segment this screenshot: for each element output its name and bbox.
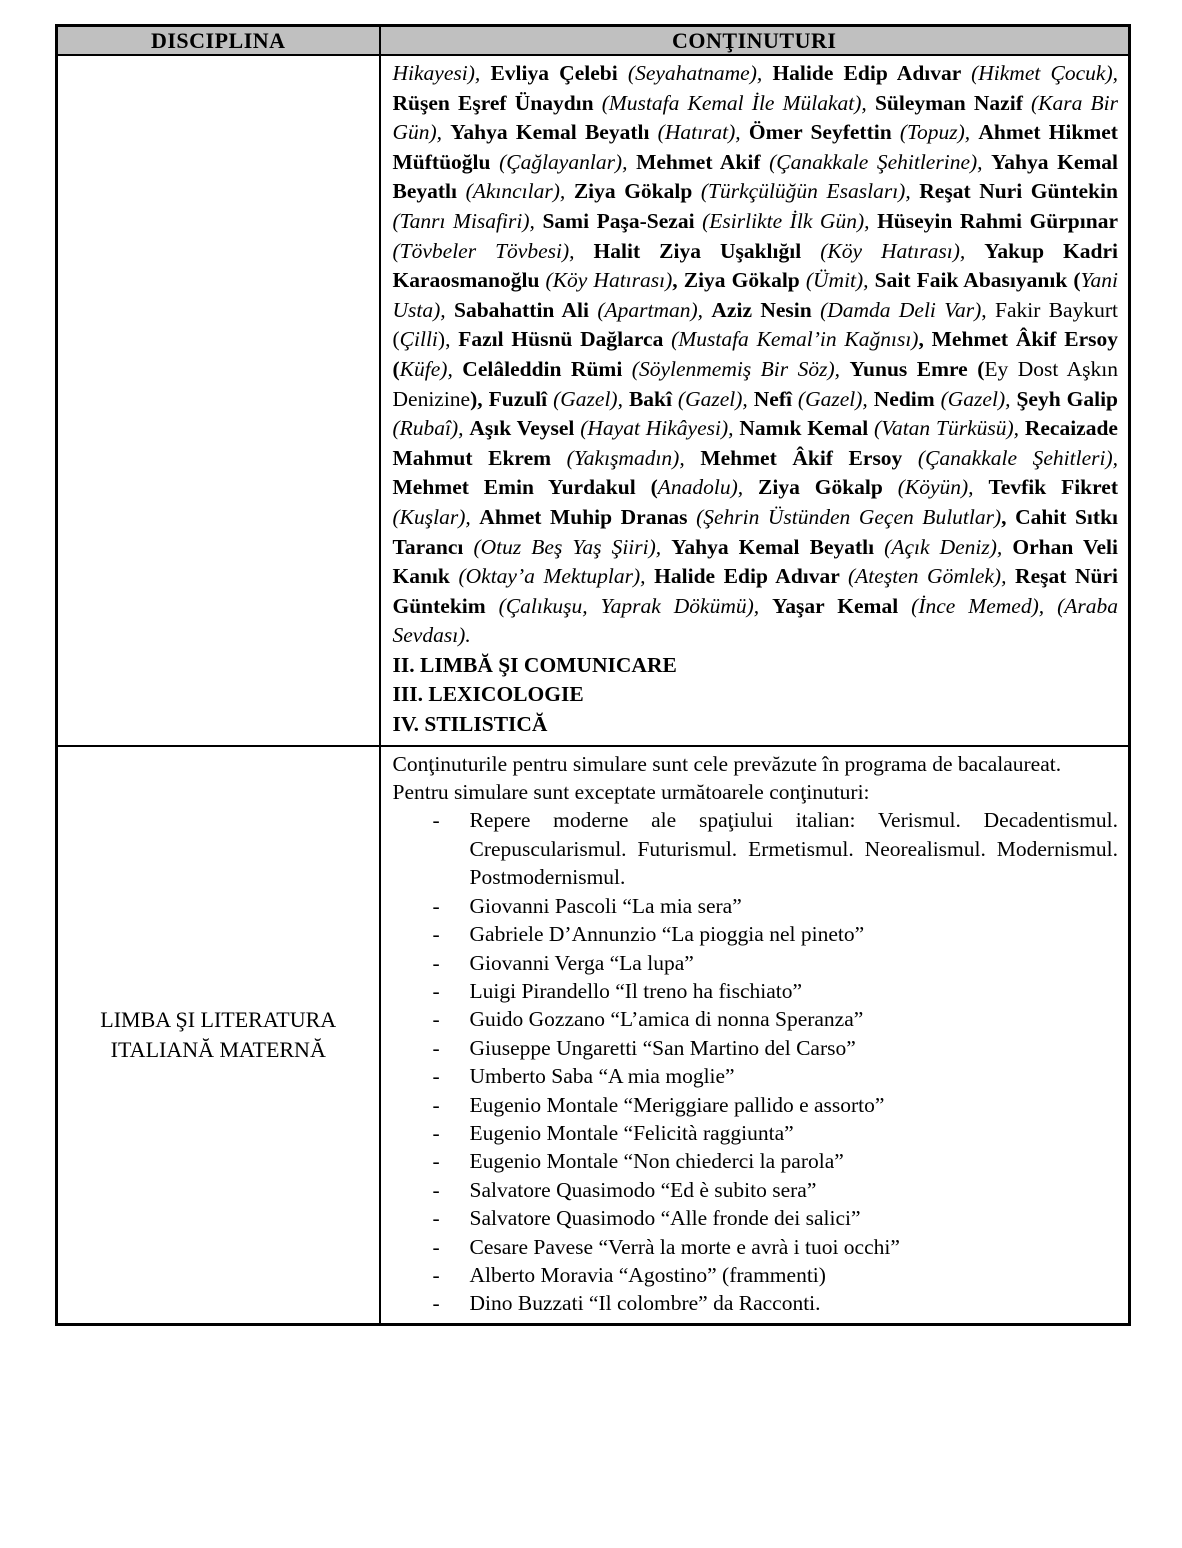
dash-bullet: - xyxy=(432,1035,440,1060)
text-segment: Sami Paşa-Sezai xyxy=(542,208,703,233)
dash-bullet: - xyxy=(432,978,440,1003)
dash-bullet: - xyxy=(432,950,440,975)
list-item-text: Repere moderne ale spaţiului italian: Verismul. Decadentismul. Crepuscularismul. Futurismul. Ermetismul. Neorealismul. Modernismul. Postmodernismul. xyxy=(469,808,1118,890)
section-heading: IV. STILISTICĂ xyxy=(392,712,548,737)
text-segment: Orhan Veli Kanık xyxy=(392,534,1118,589)
text-segment: Halit Ziya Uşaklığıl xyxy=(593,238,821,263)
text-segment: Süleyman Nazif xyxy=(874,90,1031,115)
simulare-intro-paragraph: Conţinuturile pentru simulare sunt cele prevăzute în programa de bacalaureat. xyxy=(392,751,1062,776)
text-segment: Aşık Veysel xyxy=(469,416,581,441)
text-segment: (Gazel), xyxy=(553,386,629,411)
list-item-text: Giuseppe Ungaretti “San Martino del Carso” xyxy=(469,1035,856,1060)
column-header-disciplina: DISCIPLINA xyxy=(57,26,380,56)
list-item xyxy=(433,1034,1119,1062)
text-segment: Ahmet Hikmet Müftüoğlu xyxy=(392,120,1118,174)
list-item xyxy=(433,977,1119,1005)
list-item xyxy=(433,1147,1119,1175)
text-segment: (Şehrin Üstünden Geçen Bulutlar) xyxy=(696,504,1002,529)
list-item xyxy=(433,1119,1119,1147)
text-segment: Yahya Kemal Beyatlı xyxy=(392,149,1118,204)
list-item-text: Salvatore Quasimodo “Ed è subito sera” xyxy=(469,1177,817,1202)
section-headings xyxy=(393,651,1119,740)
text-segment: Fazıl Hüsnü Dağlarca xyxy=(458,327,672,352)
text-segment: Reşat Nüri Güntekim xyxy=(392,564,1118,618)
dash-bullet: - xyxy=(432,1234,440,1259)
text-segment: Ahmet Muhip Dranas xyxy=(479,504,697,529)
continuturi-cell-italian xyxy=(380,746,1130,1325)
text-segment: Rüşen Eşref Ünaydın xyxy=(392,90,602,115)
text-segment: (Oktay’a Mektuplar), xyxy=(458,564,655,589)
list-item xyxy=(433,1005,1119,1033)
table-row-italian xyxy=(57,746,1130,1325)
text-segment: Ey Dost Aşkın Denizine xyxy=(392,356,1118,411)
text-segment: Nedim xyxy=(873,386,941,411)
dash-bullet: - xyxy=(432,1206,440,1231)
text-segment: Hikayesi), xyxy=(392,61,491,85)
text-segment: (Gazel), xyxy=(940,386,1017,411)
text-segment: Nefî xyxy=(753,386,798,411)
table-header-row xyxy=(57,26,1130,56)
list-item xyxy=(433,806,1119,891)
text-segment: (Gazel), xyxy=(797,386,874,411)
list-item xyxy=(433,1176,1119,1204)
text-segment: (Hatırat), xyxy=(657,120,749,145)
text-segment: (Otuz Beş Yaş Şiiri), xyxy=(473,534,672,559)
text-segment: Cahit Sıtkı Tarancı xyxy=(392,504,1118,559)
text-segment: Küfe), xyxy=(399,356,463,381)
text-segment: (Çağlayanlar), xyxy=(499,149,637,174)
list-item-text: Guido Gozzano “L’amica di nonna Speranza” xyxy=(469,1007,864,1032)
text-segment: (Vatan Türküsü), xyxy=(874,416,1025,441)
text-segment: Bakî xyxy=(628,386,678,411)
text-segment: (Açık Deniz), xyxy=(884,534,1013,559)
dash-bullet: - xyxy=(432,1092,440,1117)
text-segment: (Ümit), xyxy=(805,268,875,293)
list-item-text: Dino Buzzati “Il colombre” da Racconti. xyxy=(469,1291,821,1316)
dash-bullet: - xyxy=(432,1291,440,1316)
text-segment: ), xyxy=(437,327,459,352)
list-item-text: Luigi Pirandello “Il treno ha fischiato” xyxy=(469,978,803,1003)
text-segment: (Hayat Hikâyesi), xyxy=(580,416,740,441)
text-segment: Sait Faik Abasıyanık ( xyxy=(874,268,1081,293)
list-item xyxy=(433,1091,1119,1119)
text-segment: (Apartman), xyxy=(597,297,712,322)
text-segment: Recaizade Mahmut Ekrem xyxy=(392,416,1118,470)
disciplina-cell-empty xyxy=(57,55,380,746)
text-segment: (Çanakkale Şehitlerine), xyxy=(769,149,992,174)
text-segment: ), xyxy=(470,386,489,411)
text-segment: (Türkçülüğün Esasları), xyxy=(700,179,920,204)
list-item-text: Eugenio Montale “Non chiederci la parola” xyxy=(469,1149,844,1174)
section-heading: III. LEXICOLOGIE xyxy=(392,682,584,707)
text-segment: Yahya Kemal Beyatlı xyxy=(450,120,658,145)
text-segment: (Seyahatname), xyxy=(627,61,773,85)
text-segment: Mehmet Âkif Ersoy xyxy=(700,445,918,470)
turkish-literature-paragraph xyxy=(393,59,1119,651)
dash-bullet: - xyxy=(432,1120,440,1145)
text-segment: Sabahattin Ali xyxy=(454,297,598,322)
text-segment: (Mustafa Kemal İle Mülakat), xyxy=(601,90,875,115)
text-segment: (Rubaî), xyxy=(392,416,470,441)
dash-bullet: - xyxy=(432,922,440,947)
text-segment: (Yakışmadın), xyxy=(566,445,701,470)
dash-bullet: - xyxy=(432,1262,440,1287)
text-segment: (Gazel), xyxy=(677,386,754,411)
text-segment: (Akıncılar), xyxy=(465,179,574,204)
text-segment: (Köyün), xyxy=(897,475,989,500)
text-segment: Reşat Nuri Güntekin xyxy=(919,179,1118,204)
dash-bullet: - xyxy=(432,893,440,918)
list-item xyxy=(433,1062,1119,1090)
list-item-text: Eugenio Montale “Felicità raggiunta” xyxy=(469,1120,794,1145)
text-segment: (Esirlikte İlk Gün), xyxy=(702,208,878,233)
text-segment: (Hikmet Çocuk), xyxy=(971,61,1118,85)
list-item xyxy=(433,1204,1119,1232)
text-segment: (Ateşten Gömlek), xyxy=(848,564,1016,589)
text-segment: (Köy Hatırası), xyxy=(820,238,985,263)
text-segment: Ziya Gökalp xyxy=(573,179,701,204)
list-item-text: Giovanni Verga “La lupa” xyxy=(469,950,694,975)
column-header-continuturi: CONŢINUTURI xyxy=(380,26,1130,56)
continuturi-cell-turkish xyxy=(380,55,1130,746)
exceptions-list xyxy=(393,806,1119,1317)
list-item xyxy=(433,949,1119,977)
text-segment: (Kara Bir Gün), xyxy=(392,90,1118,145)
dash-bullet: - xyxy=(432,1007,440,1032)
text-segment: Mehmet Akif xyxy=(636,149,770,174)
text-segment: (Çanakkale Şehitleri), xyxy=(917,445,1119,470)
text-segment: , Fakir Baykurt ( xyxy=(392,297,1118,352)
text-segment: Yahya Kemal Beyatlı xyxy=(671,534,885,559)
text-segment: (Topuz), xyxy=(899,120,979,145)
text-segment: Ömer Seyfettin xyxy=(748,120,900,145)
list-item xyxy=(433,920,1119,948)
text-segment: (Tövbeler Tövbesi), xyxy=(392,238,594,263)
list-item-text: Umberto Saba “A mia moglie” xyxy=(469,1064,735,1089)
text-segment: (Köy Hatırası) xyxy=(545,268,673,293)
text-segment: (Kuşlar), xyxy=(392,504,480,529)
list-item xyxy=(433,892,1119,920)
text-segment: Mehmet Emin Yurdakul ( xyxy=(392,475,658,500)
text-segment: Anadolu), xyxy=(657,475,759,500)
text-segment: Yani Usta), xyxy=(392,268,1118,322)
dash-bullet: - xyxy=(432,1149,440,1174)
text-segment: Yakup Kadri Karaosmanoğlu xyxy=(392,238,1118,293)
list-item-text: Alberto Moravia “Agostino” (frammenti) xyxy=(469,1262,826,1287)
curriculum-table xyxy=(55,24,1131,1326)
text-segment: (Mustafa Kemal’in Kağnısı) xyxy=(671,327,919,352)
list-item xyxy=(433,1289,1119,1317)
dash-bullet: - xyxy=(432,808,440,833)
text-segment: (Tanrı Misafiri), xyxy=(392,208,543,233)
text-segment: Yunus Emre ( xyxy=(849,356,985,381)
text-segment: Ziya Gökalp xyxy=(683,268,806,293)
dash-bullet: - xyxy=(432,1064,440,1089)
text-segment: , xyxy=(672,268,684,293)
section-heading: II. LIMBĂ ŞI COMUNICARE xyxy=(392,652,677,677)
text-segment: Yaşar Kemal xyxy=(772,593,912,618)
text-segment: Namık Kemal xyxy=(739,416,875,441)
text-segment: Şeyh Galip xyxy=(1016,386,1118,411)
list-item-text: Cesare Pavese “Verrà la morte e avrà i tuoi occhi” xyxy=(469,1234,900,1259)
text-segment: (Çalıkuşu, Yaprak Dökümü), xyxy=(498,593,773,618)
text-segment: Mehmet Âkif Ersoy ( xyxy=(392,327,1118,381)
text-segment: (Damda Deli Var) xyxy=(820,297,982,322)
text-segment: Tevfik Fikret xyxy=(988,475,1118,500)
text-segment: Celâleddin Rümi xyxy=(462,356,632,381)
text-segment: Halide Edip Adıvar xyxy=(772,61,972,85)
text-segment: (Söylenmemiş Bir Söz), xyxy=(631,356,850,381)
list-item-text: Eugenio Montale “Meriggiare pallido e assorto” xyxy=(469,1092,885,1117)
list-item-text: Giovanni Pascoli “La mia sera” xyxy=(469,893,742,918)
text-segment: Evliya Çelebi xyxy=(490,61,628,85)
exceptions-intro-line: Pentru simulare sunt exceptate următoarele conţinuturi: xyxy=(392,780,870,805)
text-segment: Hüseyin Rahmi Gürpınar xyxy=(877,208,1118,233)
list-item-text: Gabriele D’Annunzio “La pioggia nel pineto” xyxy=(469,922,865,947)
text-segment: Fuzulî xyxy=(488,386,554,411)
table-row-turkish xyxy=(57,55,1130,746)
text-segment: Halide Edip Adıvar xyxy=(654,564,849,589)
dash-bullet: - xyxy=(432,1177,440,1202)
text-segment: Çilli xyxy=(399,327,438,352)
text-segment: Ziya Gökalp xyxy=(758,475,898,500)
list-item-text: Salvatore Quasimodo “Alle fronde dei salici” xyxy=(469,1206,861,1231)
disciplina-label: LIMBA ŞI LITERATURA ITALIANĂ MATERNĂ xyxy=(100,1006,337,1062)
text-segment: Aziz Nesin xyxy=(711,297,821,322)
text-segment: , xyxy=(918,327,932,352)
text-segment: , xyxy=(1001,504,1016,529)
disciplina-cell-italian xyxy=(57,746,380,1325)
text-segment: (İnce Memed), (Araba Sevdası). xyxy=(392,593,1118,648)
list-item xyxy=(433,1261,1119,1289)
list-item xyxy=(433,1233,1119,1261)
